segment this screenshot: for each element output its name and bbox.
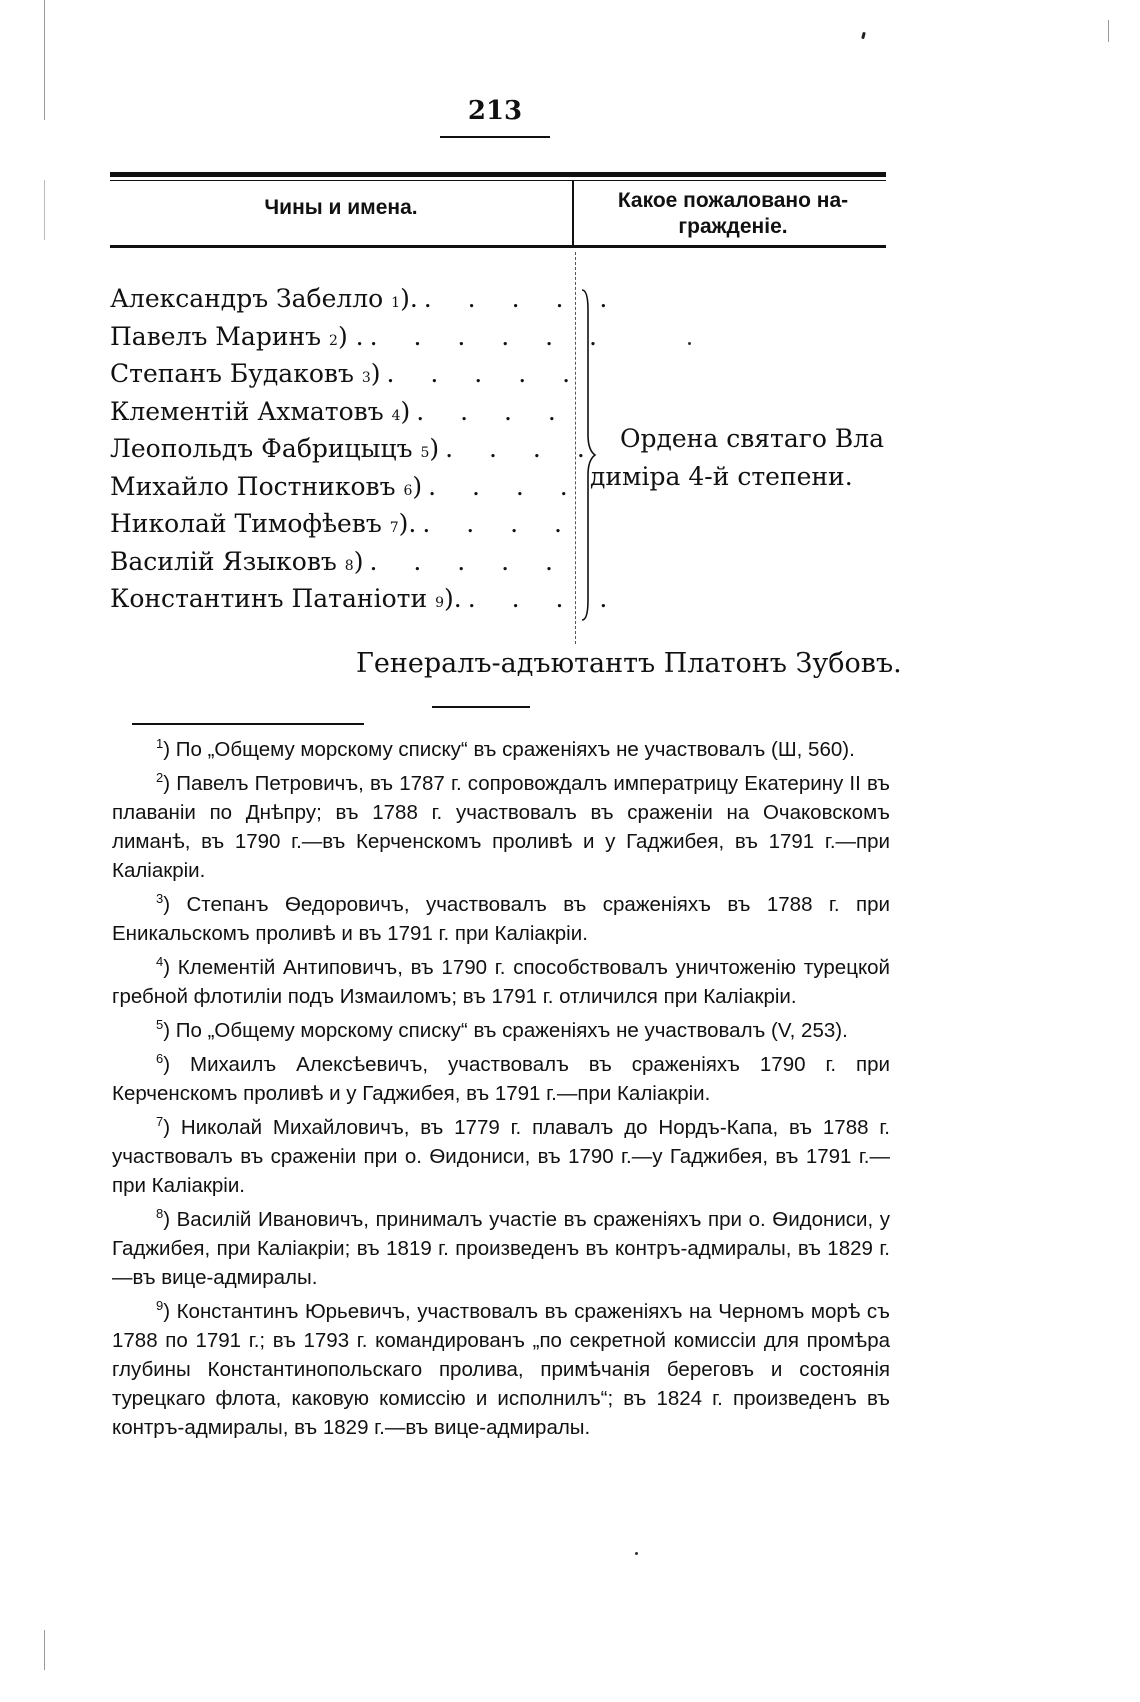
- list-item: Павелъ Маринъ 2 ) . . . . . . .: [110, 318, 580, 356]
- list-item: Николай Тимофѣевъ 7 ). . . . .: [110, 505, 580, 543]
- footnote: [112, 1297, 890, 1442]
- footnote: [112, 1050, 890, 1108]
- ref-close: ): [400, 396, 411, 426]
- table-header-bottom-rule: [110, 245, 886, 248]
- scan-edge-mark: [44, 0, 45, 120]
- footnote-mark: 2: [156, 770, 164, 786]
- footnote: [112, 1205, 890, 1292]
- person-name: Александръ Забелло: [110, 284, 384, 313]
- award-line1: Ордена святаго Вла: [620, 424, 885, 453]
- ink-speck: [688, 342, 691, 345]
- person-name: Степанъ Будаковъ: [110, 359, 354, 388]
- footnote-text: ) Клементій Антиповичъ, въ 1790 г. способствовалъ уничтоженію турецкой гребной флотиліи подъ Измаиломъ; въ 1791 г. отличился при Каліакріи.: [112, 956, 890, 1008]
- scan-edge-mark: [44, 180, 45, 240]
- dot-leader: . . . .: [428, 471, 582, 501]
- person-name: Василій Языковъ: [110, 546, 337, 576]
- dot-leader: . . . .: [467, 584, 622, 613]
- footnote-mark: 6: [156, 1051, 164, 1067]
- award-line2: диміра 4-й степени.: [590, 462, 853, 491]
- list-item: Александръ Забелло 1 ). . . . . .: [110, 280, 580, 318]
- person-name: Константинъ Патаніоти: [110, 584, 428, 613]
- footnote-mark: 9: [156, 1298, 164, 1314]
- footnote-text: ) По „Общему морскому списку“ въ сраженіяхъ не участвовалъ (V, 253).: [163, 1019, 848, 1042]
- list-item: Степанъ Будаковъ 3 ) . . . . .: [110, 355, 580, 393]
- table-column-separator: [572, 180, 574, 245]
- dot-leader: . . . . .: [369, 546, 567, 576]
- ink-speck: [861, 32, 866, 40]
- footnote-mark: 4: [156, 954, 164, 970]
- ref-close: ).: [398, 509, 417, 538]
- footnote-mark: 8: [156, 1206, 164, 1222]
- footnote-text: ) Константинъ Юрьевичъ, участвовалъ въ сраженіяхъ на Черномъ морѣ съ 1788 по 1791 г.; въ 1793 г. командированъ „по секретной комиссіи для промѣра глубины Константинопольскаго пролива, примѣчанія береговъ и состоянія турецкаго флота, каковую комиссію и исполнилъ“; въ 1824 г. произведенъ въ контръ-адмиралы, въ 1829 г.—въ вице-адмиралы.: [112, 1300, 890, 1439]
- person-name: Павелъ Маринъ: [110, 321, 322, 351]
- footnote: [112, 735, 890, 764]
- list-item: Клементій Ахматовъ 4 ) . . . .: [110, 393, 580, 431]
- footnote-mark: 1: [156, 736, 164, 752]
- footnote: [112, 1016, 890, 1045]
- header-ranks-and-names: Чины и имена.: [264, 196, 418, 219]
- page-number-rule: [440, 136, 550, 138]
- ref-close: ).: [400, 284, 418, 313]
- header-award-line2: гражденіе.: [678, 215, 788, 238]
- scan-edge-mark: [1108, 20, 1109, 42]
- footnote: [112, 769, 890, 885]
- ref-close: ): [412, 471, 423, 501]
- ink-speck: [635, 1552, 638, 1555]
- dot-leader: . . . .: [445, 434, 599, 463]
- ref-close: ) .: [337, 321, 364, 351]
- scan-edge-mark: [44, 1630, 45, 1670]
- award-text: [590, 420, 890, 496]
- signature-rule: [432, 706, 530, 708]
- names-list: [110, 280, 622, 618]
- footnote-mark: 7: [156, 1114, 164, 1130]
- footnote-text: ) Михаилъ Алексѣевичъ, участвовалъ въ сраженіяхъ 1790 г. при Керченскомъ проливѣ и у Гаджибея, въ 1791 г.—при Каліакріи.: [112, 1053, 890, 1105]
- list-item: Константинъ Патаніоти 9 ). . . . .: [110, 580, 580, 618]
- footnote-text: ) Павелъ Петровичъ, въ 1787 г. сопровождалъ императрицу Екатерину II въ плаваніи по Днѣпру; въ 1788 г. участвовалъ въ сраженіи на Очаковскомъ лиманѣ, въ 1790 г.—въ Керченскомъ проливѣ и у Гаджибея, въ 1791 г.—при Каліакріи.: [112, 772, 890, 882]
- ref-close: ): [429, 434, 440, 463]
- footnote: [112, 1113, 890, 1200]
- person-name: Леопольдъ Фабрицыцъ: [110, 434, 413, 463]
- header-award: [580, 188, 886, 240]
- person-name: Михайло Постниковъ: [110, 471, 396, 501]
- footnote-text: ) По „Общему морскому списку“ въ сраженіяхъ не участвовалъ (Ш, 560).: [163, 738, 855, 761]
- dot-leader: . . . . . .: [369, 321, 612, 351]
- ref-close: ): [353, 546, 364, 576]
- footnote-mark: 5: [156, 1017, 164, 1033]
- footnote: [112, 890, 890, 948]
- footnote-text: ) Степанъ Ѳедоровичъ, участвовалъ въ сраженіяхъ въ 1788 г. при Еникальскомъ проливѣ и въ 1791 г. при Каліакріи.: [112, 893, 890, 945]
- page-number: 213: [467, 96, 523, 126]
- footnote-separator: [132, 723, 364, 725]
- table-top-rule-thin: [110, 180, 886, 181]
- footnotes: [112, 735, 890, 1447]
- header-award-line1: Какое пожаловано на-: [617, 189, 849, 212]
- list-item: Михайло Постниковъ 6 ) . . . .: [110, 468, 580, 506]
- dot-leader: . . . .: [416, 396, 570, 426]
- footnote: [112, 953, 890, 1011]
- list-item: Василій Языковъ 8 ) . . . . .: [110, 543, 580, 581]
- person-name: Николай Тимофѣевъ: [110, 509, 382, 538]
- table-top-rule: [110, 172, 886, 177]
- list-item: Леопольдъ Фабрицыцъ 5 ) . . . .: [110, 430, 580, 468]
- footnote-text: ) Николай Михайловичъ, въ 1779 г. плавалъ до Нордъ-Капа, въ 1788 г. участвовалъ въ сраженіи при о. Ѳидониси, въ 1790 г.—у Гаджибея, въ 1791 г.—при Каліакріи.: [112, 1116, 890, 1197]
- ref-close: ): [370, 359, 381, 388]
- dot-leader: . . . . .: [423, 284, 622, 313]
- ref-close: ).: [444, 584, 462, 613]
- dot-leader: . . . .: [422, 509, 577, 538]
- signature: Генералъ-адъютантъ Платонъ Зубовъ.: [356, 648, 902, 679]
- footnote-text: ) Василій Ивановичъ, принималъ участіе въ сраженіяхъ при о. Ѳидониси, у Гаджибея, при Каліакріи; въ 1819 г. произведенъ въ контръ-адмиралы, въ 1829 г.—въ вице-адмиралы.: [112, 1208, 890, 1289]
- person-name: Клементій Ахматовъ: [110, 396, 384, 426]
- dot-leader: . . . . .: [386, 359, 585, 388]
- footnote-mark: 3: [156, 891, 164, 907]
